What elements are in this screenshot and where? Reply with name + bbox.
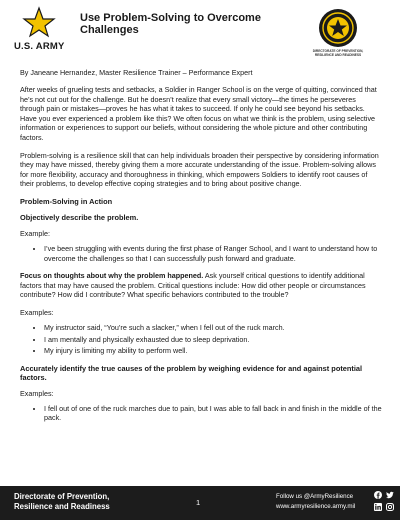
article-body <box>20 68 382 431</box>
follow-text: Follow us @ArmyResilience <box>276 493 354 500</box>
examples-list <box>20 404 382 423</box>
example-list <box>20 244 382 263</box>
footer-org-line2: Resilience and Readiness <box>14 502 110 511</box>
footer-org <box>14 492 110 512</box>
facebook-icon[interactable] <box>374 491 382 499</box>
army-logo <box>14 6 64 58</box>
footer-org-line1: Directorate of Prevention, <box>14 492 110 501</box>
examples-list <box>20 323 382 356</box>
page-number: 1 <box>196 498 201 507</box>
examples-label: Examples: <box>20 388 54 398</box>
linkedin-icon[interactable] <box>374 503 382 511</box>
instagram-icon[interactable] <box>386 503 394 511</box>
step-paragraph-2 <box>20 271 382 300</box>
list-item: • I’ve been struggling with events during the first phase of Ranger School, and I want to understand how to overcome the challenges so that I can successfully push forward and graduate. <box>44 244 382 263</box>
intro-paragraph: After weeks of grueling tests and setbacks, a Soldier in Ranger School is on the verge of quitting, convinced that he’s not cut out for the challenge. But he doesn’t realize that every small victory—the times he perseveres through pain or mistakes—proves he has what it takes to succeed. If only he could see beyond his setbacks. Have you ever experienced a problem like this? We often focus on what we think is the problem, using selective information or experiences to support our beliefs, without considering the whole picture and other contributing factors. <box>20 85 377 142</box>
step-heading-3: Accurately identify the true causes of the problem by weighing evidence for and against potential factors. <box>20 363 363 382</box>
twitter-icon[interactable] <box>386 491 394 499</box>
examples-label: Examples: <box>20 307 54 317</box>
page-title: Use Problem-Solving to Overcome Challenges <box>80 12 261 36</box>
list-item: • I am mentally and physically exhausted due to sleep deprivation. <box>44 335 382 345</box>
body-paragraph: Problem-solving is a resilience skill that can help individuals broaden their perspective by considering information they may have missed, thereby giving them a more accurate understanding of the issue. Problem-solving allows for more flexibility, accuracy and thoroughness in thinking, which empowers Soldiers to identify root causes of their problems, to develop effective coping strategies and to bring about positive change. <box>20 150 379 189</box>
footer-contact <box>276 492 355 512</box>
footer <box>0 486 400 520</box>
list-item: • I fell out of one of the ruck marches due to pain, but I was able to fall back in and finish in the middle of the pack. <box>44 404 382 423</box>
byline: By Janeane Hernandez, Master Resilience Trainer – Performance Expert <box>20 68 253 77</box>
step-heading-1: Objectively describe the problem. <box>20 212 139 222</box>
army-star-icon <box>22 6 56 38</box>
directorate-seal-icon <box>318 8 358 48</box>
list-item: • My instructor said, “You’re such a slacker,” when I fell out of the ruck march. <box>44 323 382 333</box>
seal-caption: DIRECTORATE OF PREVENTION, RESILIENCE AND READINESS <box>312 49 364 57</box>
header <box>0 0 400 62</box>
section-heading: Problem-Solving in Action <box>20 196 113 206</box>
army-wordmark: U.S. ARMY <box>14 41 65 52</box>
step-heading-2: Focus on thoughts about why the problem happened. <box>20 271 204 281</box>
website-link[interactable]: www.armyresilience.army.mil <box>276 503 356 510</box>
example-label: Example: <box>20 228 50 238</box>
step-body-2: Ask yourself critical questions to identify additional factors that may have caused the problem. Critical questions include: How did other people or circumstances contribute? How did I contribute? What specific behaviors contributed to the trouble? <box>20 271 366 300</box>
list-item: • My injury is limiting my ability to perform well. <box>44 346 382 356</box>
